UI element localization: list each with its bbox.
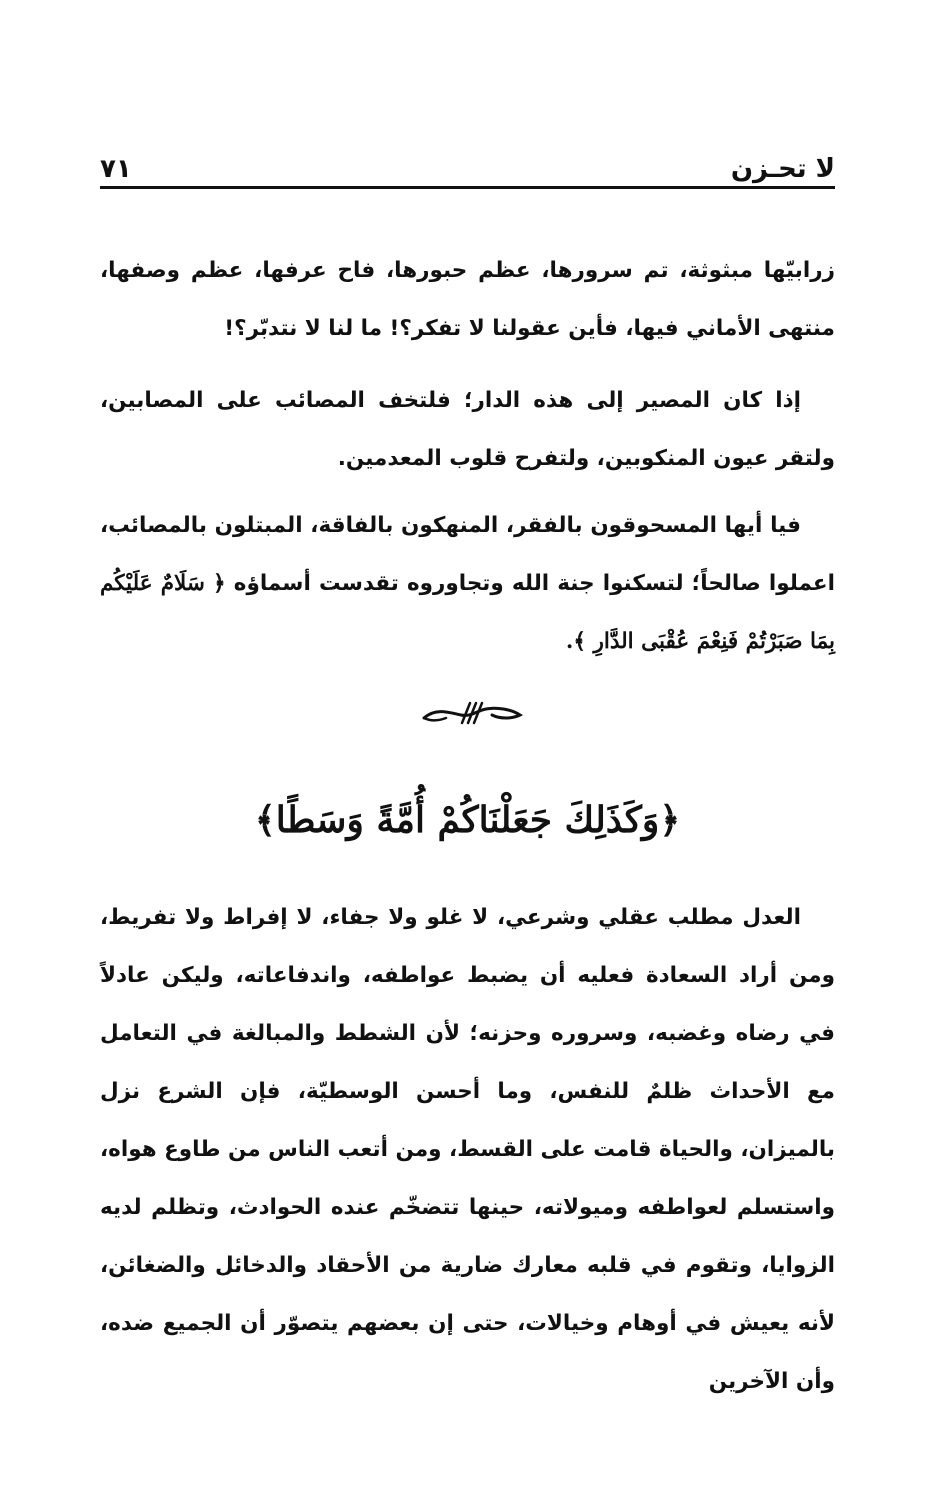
paragraph-body (100, 497, 835, 671)
paragraph-text: زرابيّها مبثوثة، تم سرورها، عظم حبورها، فاح عرفها، عظم وصفها، منتهى الأماني فيها، فأين عقولنا لا تفكر؟! ما لنا لا نتدبّر؟! (100, 258, 835, 341)
paragraph-text: إذا كان المصير إلى هذه الدار؛ فلتخف المصائب على المصابين، ولتقر عيون المنكوبين، ولتفرح قلوب المعدمين. (100, 388, 835, 471)
running-head (100, 148, 835, 184)
paragraph-text: فيا أيها المسحوقون بالفقر، المنهكون بالفاقة، المبتلون بالمصائب، اعملوا صالحاً؛ لتسكنوا جنة الله وتجاوروه تقدست أسماؤه (100, 513, 835, 596)
section-title: ﴿وَكَذَلِكَ جَعَلْنَاكُمْ أُمَّةً وَسَطًا﴾ (254, 799, 681, 841)
book-title: لا تحـزن (730, 154, 835, 184)
paragraph-4 (100, 889, 835, 1411)
calligraphic-flourish-icon (416, 693, 526, 733)
paragraph-2 (100, 372, 835, 488)
header-rule (100, 186, 835, 189)
page-number: ٧١ (100, 154, 132, 184)
quran-verse: ﴿ سَلَامٌ عَلَيْكُم بِمَا صَبَرْتُمْ فَنِعْمَ عُقْبَى الدَّارِ ﴾. (100, 571, 835, 654)
paragraph-3 (100, 497, 835, 671)
paragraph-1 (100, 242, 835, 358)
paragraph-text: العدل مطلب عقلي وشرعي، لا غلو ولا جفاء، لا إفراط ولا تفريط، ومن أراد السعادة فعليه أن يضبط عواطفه، واندفاعاته، وليكن عادلاً في رضاه وغضبه، وسروره وحزنه؛ لأن الشطط والمبالغة في التعامل مع الأحداث ظلمٌ للنفس، وما أحسن الوسطيّة، فإن الشرع نزل بالميزان، والحياة قامت على القسط، ومن أتعب الناس من طاوع هواه، واستسلم لعواطفه وميولاته، حينها تتضخّم عنده الحوادث، وتظلم لديه الزوايا، وتقوم في قلبه معارك ضارية من الأحقاد والدخائل والضغائن، لأنه يعيش في أوهام وخيالات، حتى إن بعضهم يتصوّر أن الجميع ضده، وأن الآخرين (100, 905, 835, 1394)
